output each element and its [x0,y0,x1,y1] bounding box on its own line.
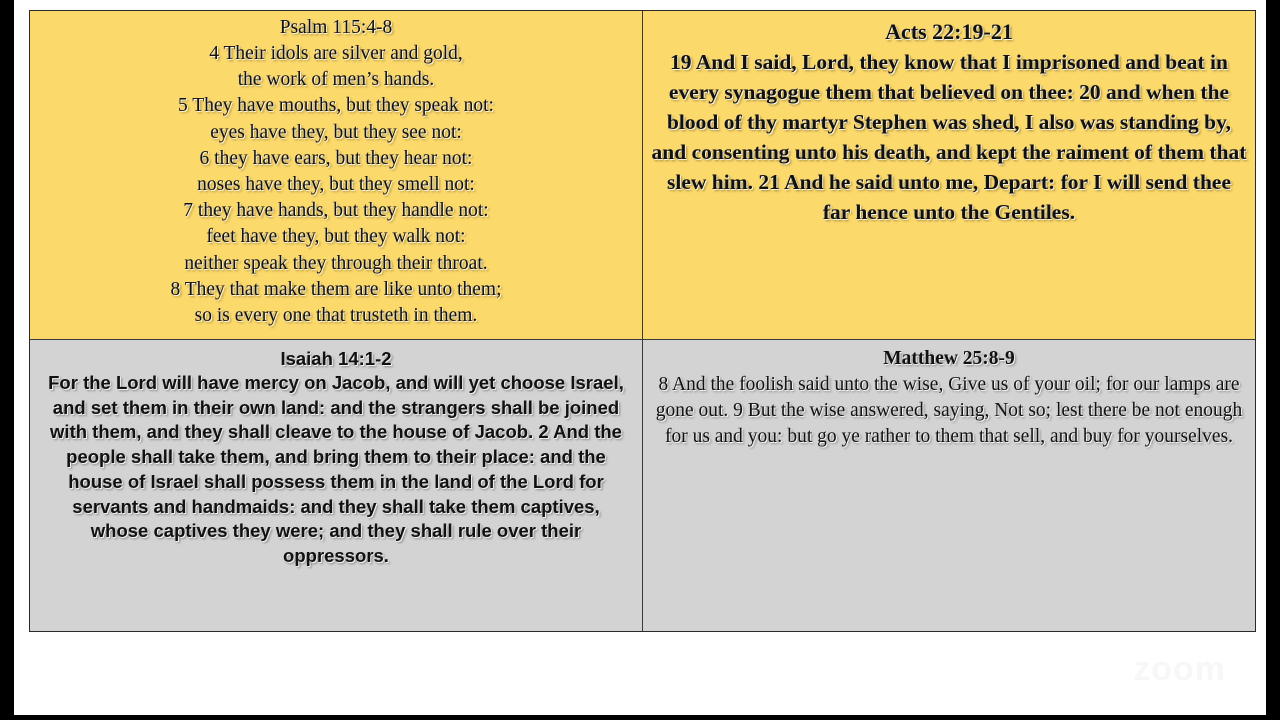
panel-acts-title: Acts 22:19-21 [885,19,1013,44]
verse-line: eyes have they, but they see not: [210,121,462,143]
verse-line: 4 Their idols are silver and gold, [209,43,463,64]
panel-psalm [30,11,643,340]
panel-acts-text: 19 And I said, Lord, they know that I imprisoned and beat in every synagogue them that believed on thee: 20 and when the blood of thy martyr Stephen was shed, I also was standing by, and consenting unto his death, and kept the raiment of them that slew him. 21 And he said unto me, Depart: for I will send thee far hence unto the Gentiles. [651,50,1247,224]
zoom-watermark-logo: zoom [1133,650,1226,688]
verse-line: noses have they, but they smell not: [197,174,475,196]
scripture-grid [29,10,1256,632]
panel-psalm-title: Psalm 115:4-8 [279,17,393,38]
verse-line: so is every one that trusteth in them. [194,305,478,327]
shared-screen [14,0,1266,715]
panel-isaiah-title: Isaiah 14:1-2 [280,348,392,369]
verse-line: 6 they have ears, but they hear not: [199,147,473,169]
verse-line: the work of men’s hands. [237,69,435,91]
panel-psalm-verses [36,41,636,329]
verse-line: 8 They that make them are like unto them; [170,278,502,300]
panel-matthew-title: Matthew 25:8-9 [883,348,1015,369]
panel-isaiah-text: For the Lord will have mercy on Jacob, and will yet choose Israel, and set them in their own land: and the strangers shall be joined with them, and they shall cleave to the house of Jacob. 2 And the people shall take them, and bring them to their place: and the house of Israel shall possess them in the land of the Lord for servants and handmaids: and they shall take them captives, whose captives they were; and they shall rule over their oppressors. [48,372,624,566]
verse-line: neither speak they through their throat. [184,252,488,274]
verse-line: 7 they have hands, but they handle not: [183,200,489,222]
verse-line: 5 They have mouths, but they speak not: [178,95,494,117]
verse-line: feet have they, but they walk not: [206,226,466,248]
panel-acts [643,11,1255,340]
panel-matthew-text: 8 And the foolish said unto the wise, Give us of your oil; for our lamps are gone out. 9 But the wise answered, saying, Not so; lest there be not enough for us and you: but go ye rather to them that sell, and buy for yourselves. [655,374,1243,447]
panel-isaiah [30,340,643,631]
panel-matthew [643,340,1255,631]
